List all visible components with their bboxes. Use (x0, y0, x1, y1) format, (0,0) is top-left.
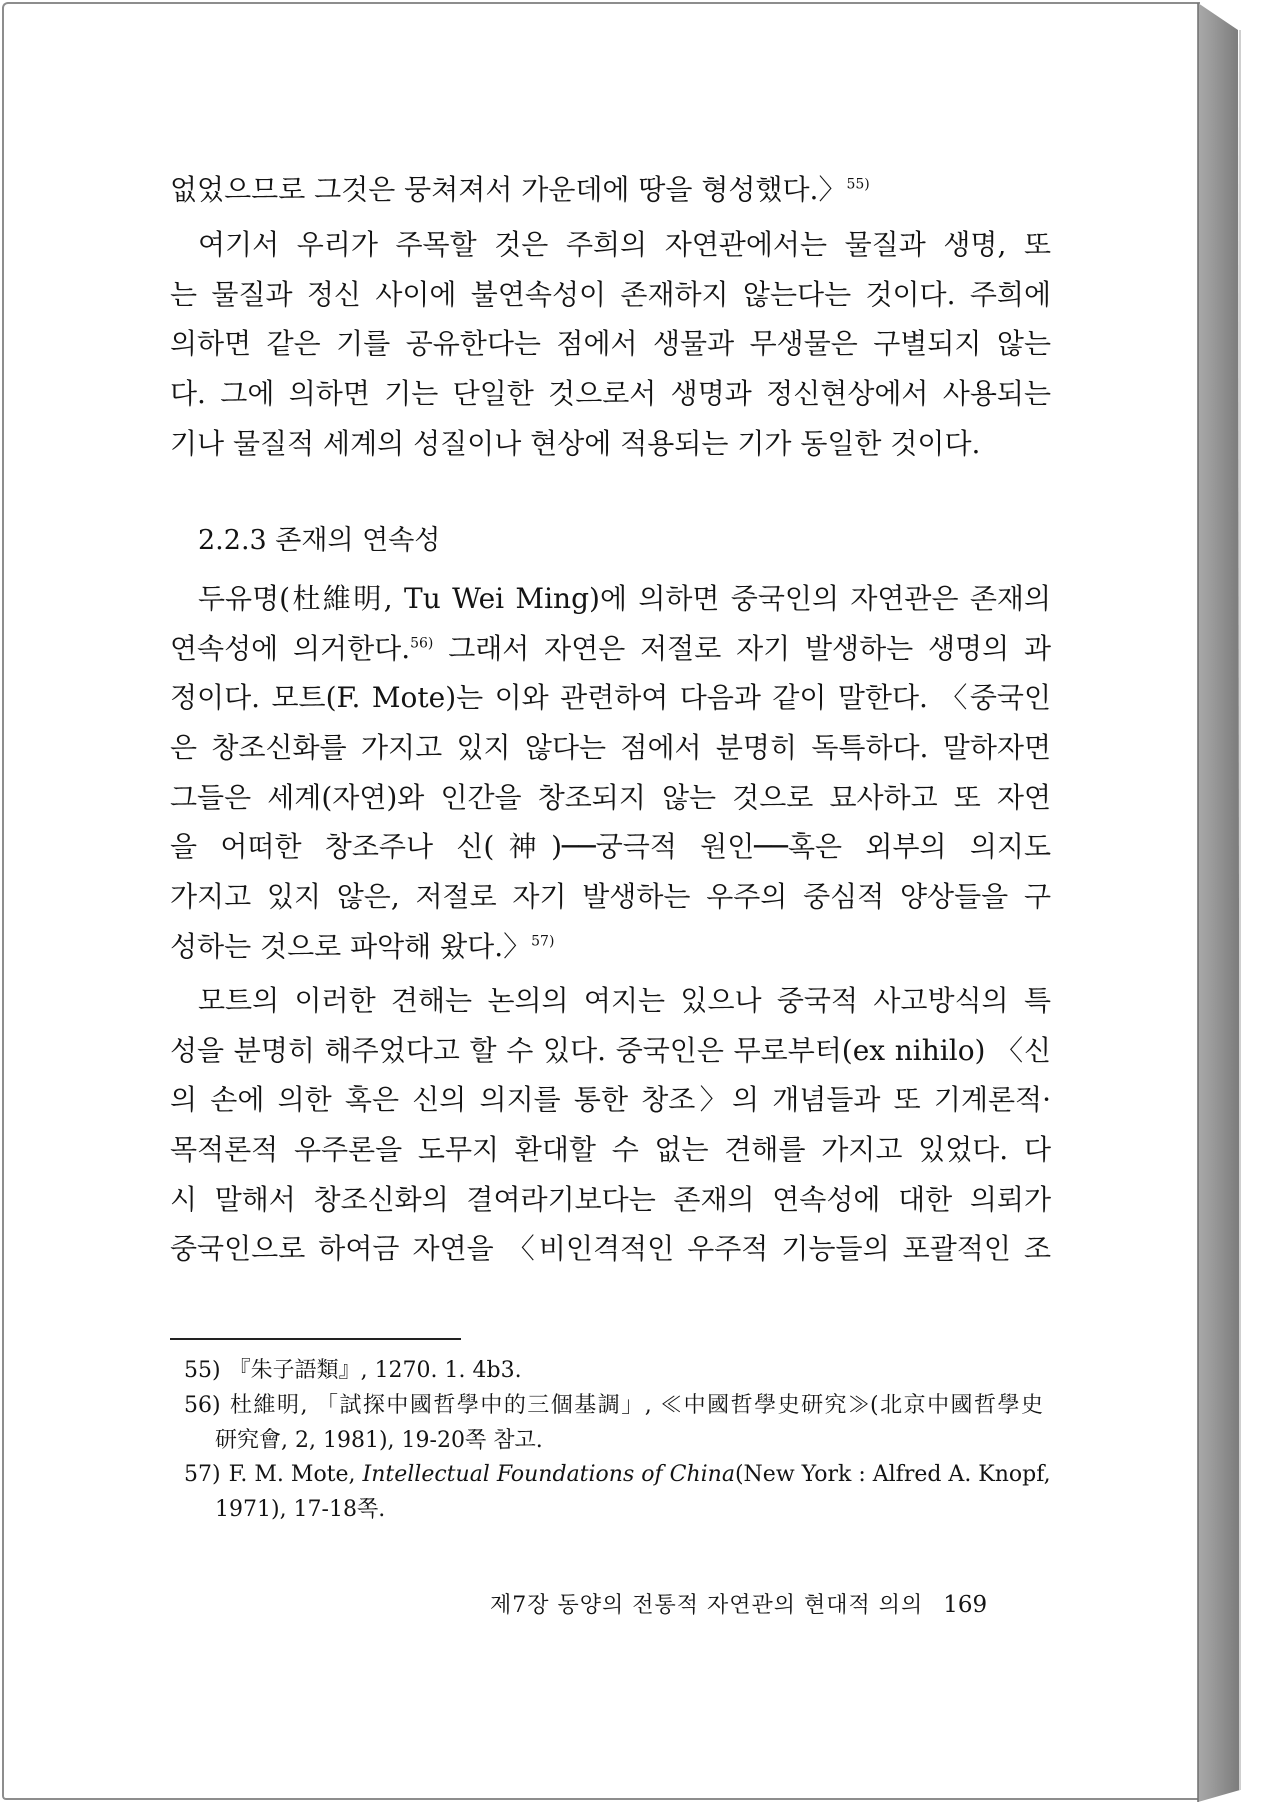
paragraph-2-line (170, 624, 1051, 674)
footnote-text: 杜維明, 「試探中國哲學中的三個基調」, ≪中國哲學史研究≫(北京中國哲學史 (228, 1392, 1043, 1418)
paragraph-3 (170, 976, 1051, 1274)
line-text: 그래서 자연은 저절로 자기 발생하는 생명의 과 (433, 631, 1052, 665)
paragraph-2-line: 그들은 세계(자연)와 인간을 창조되지 않는 것으로 묘사하고 또 자연 (170, 780, 1051, 814)
footnote-reference-56: 56) (410, 635, 434, 652)
paragraph-2-line: 정이다. 모트(F. Mote)는 이와 관련하여 다음과 같이 말한다. 〈중국인 (170, 681, 1051, 715)
footnote-author: F. M. Mote, (228, 1462, 363, 1488)
paragraph-3-line: 시 말해서 창조신화의 결여라기보다는 존재의 연속성에 대한 의뢰가 (170, 1182, 1051, 1216)
page-number: 169 (943, 1592, 988, 1618)
footnote-56 (184, 1389, 1043, 1424)
running-footer (490, 1588, 987, 1623)
section-heading: 2.2.3 존재의 연속성 (198, 525, 441, 556)
paragraph-1 (170, 220, 1051, 468)
paragraph-2-line: 은 창조신화를 가지고 있지 않다는 점에서 분명히 독특하다. 말하자면 (170, 731, 1051, 765)
footnote-55 (184, 1354, 1043, 1389)
footnote-separator (170, 1338, 461, 1340)
continuation-line (170, 165, 1051, 215)
chapter-title: 제7장 동양의 전통적 자연관의 현대적 의의 (490, 1593, 924, 1618)
footnote-number: 56) (184, 1392, 221, 1418)
paragraph-1-line: 는 물질과 정신 사이에 불연속성이 존재하지 않는다는 것이다. 주희에 (170, 277, 1051, 311)
footnote-56-continuation: 研究會, 2, 1981), 19-20쪽 참고. (215, 1427, 543, 1453)
footnote-57 (184, 1458, 1051, 1493)
footnote-reference-55: 55) (846, 176, 870, 193)
footnote-text: 『朱子語類』, 1270. 1. 4b3. (228, 1358, 522, 1383)
footnote-publication: (New York : Alfred A. Knopf, (734, 1462, 1051, 1488)
paragraph-3-line: 모트의 이러한 견해는 논의의 여지는 있으나 중국적 사고방식의 특 (198, 984, 1051, 1017)
paragraph-3-line: 의 손에 의한 혹은 신의 의지를 통한 창조〉의 개념들과 또 기계론적· (170, 1083, 1051, 1117)
footnote-number: 57) (184, 1462, 221, 1488)
paragraph-2-line: 두유명(杜維明, Tu Wei Ming)에 의하면 중국인의 자연관은 존재의 (198, 582, 1051, 615)
continuation-block (170, 165, 1051, 215)
paragraph-1-line: 기나 물질적 세계의 성질이나 현상에 적용되는 기가 동일한 것이다. (170, 426, 981, 460)
paragraph-3-line: 목적론적 우주론을 도무지 환대할 수 없는 견해를 가지고 있었다. 다 (170, 1133, 1051, 1167)
paragraph-1-line: 다. 그에 의하면 기는 단일한 것으로서 생명과 정신현상에서 사용되는 (170, 377, 1051, 411)
line-text: 성하는 것으로 파악해 왔다.〉 (170, 929, 532, 963)
paragraph-2-line: 가지고 있지 않은, 저절로 자기 발생하는 우주의 중심적 양상들을 구 (170, 880, 1051, 914)
paragraph-2-line (170, 922, 1051, 972)
paragraph-1-line: 여기서 우리가 주목할 것은 주희의 자연관에서는 물질과 생명, 또 (198, 228, 1051, 261)
paragraph-2-line: 을 어떠한 창조주나 신(神)──궁극적 원인──혹은 외부의 의지도 (170, 830, 1051, 864)
footnote-book-title: Intellectual Foundations of China (362, 1462, 735, 1488)
line-text: 연속성에 의거한다. (170, 631, 411, 665)
footnotes (184, 1354, 1051, 1528)
paragraph-2 (170, 574, 1051, 972)
footnote-reference-57: 57) (531, 933, 555, 950)
line-text: 없었으므로 그것은 뭉쳐져서 가운데에 땅을 형성했다.〉 (170, 173, 847, 206)
footnote-number: 55) (184, 1358, 221, 1383)
paragraph-3-line: 중국인으로 하여금 자연을 〈비인격적인 우주적 기능들의 포괄적인 조 (170, 1232, 1051, 1266)
paragraph-1-line: 의하면 같은 기를 공유한다는 점에서 생물과 무생물은 구별되지 않는 (170, 327, 1051, 361)
footnote-57-continuation: 1971), 17-18쪽. (215, 1497, 386, 1523)
paragraph-3-line: 성을 분명히 해주었다고 할 수 있다. 중국인은 무로부터(ex nihilo) 〈신 (170, 1033, 1051, 1067)
